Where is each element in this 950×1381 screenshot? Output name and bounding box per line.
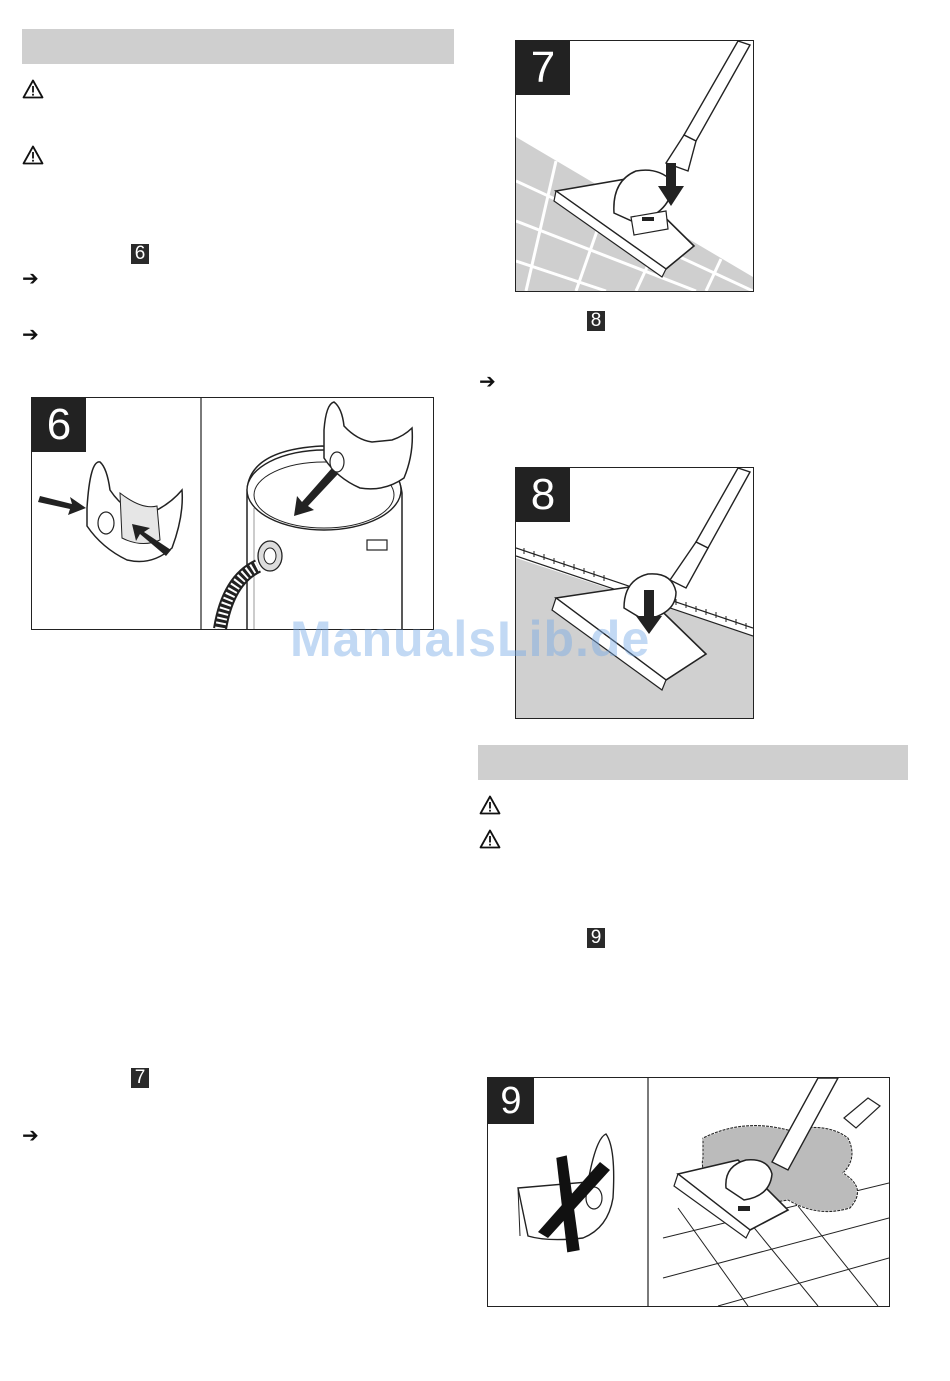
figure-reference-7: 7 bbox=[131, 1068, 149, 1088]
warning-triangle-icon bbox=[22, 145, 44, 165]
figure-reference-6: 6 bbox=[131, 244, 149, 264]
figure-number-6: 6 bbox=[32, 398, 86, 452]
watermark-text: ManualsLib.de bbox=[290, 611, 651, 667]
figure-6-illustration bbox=[32, 398, 433, 629]
figure-number-8: 8 bbox=[516, 468, 570, 522]
arrow-right-icon: ➔ bbox=[22, 322, 39, 346]
section-header-bar-left bbox=[22, 29, 454, 64]
figure-6 bbox=[31, 397, 434, 630]
warning-triangle-icon bbox=[22, 79, 44, 99]
figure-number-7: 7 bbox=[516, 41, 570, 95]
arrow-right-icon: ➔ bbox=[479, 369, 496, 393]
warning-triangle-icon bbox=[479, 829, 501, 849]
figure-9-illustration bbox=[488, 1078, 889, 1306]
section-header-bar-right bbox=[478, 745, 908, 780]
figure-9 bbox=[487, 1077, 890, 1307]
figure-8 bbox=[515, 467, 754, 719]
figure-reference-8: 8 bbox=[587, 311, 605, 331]
figure-number-9: 9 bbox=[488, 1078, 534, 1124]
arrow-right-icon: ➔ bbox=[22, 266, 39, 290]
figure-reference-9: 9 bbox=[587, 928, 605, 948]
warning-triangle-icon bbox=[479, 795, 501, 815]
figure-7 bbox=[515, 40, 754, 292]
arrow-right-icon: ➔ bbox=[22, 1123, 39, 1147]
